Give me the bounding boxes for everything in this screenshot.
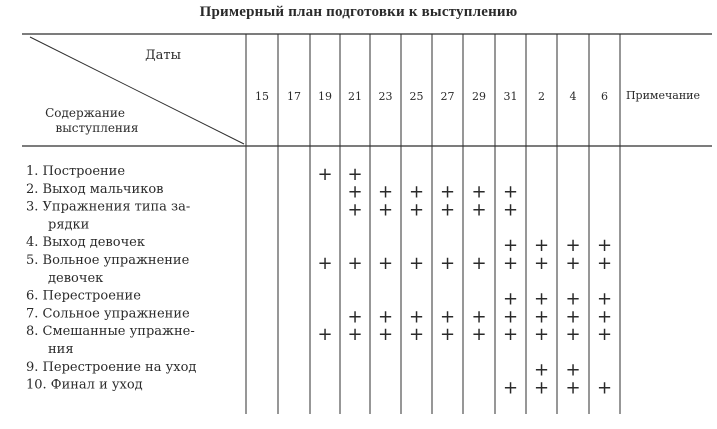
row-label: девочек: [48, 270, 104, 286]
date-label: 23: [378, 90, 393, 103]
plan-mark: +: [471, 324, 487, 346]
plan-mark: +: [502, 252, 519, 274]
plan-mark: +: [533, 288, 550, 310]
plan-mark: +: [377, 306, 394, 328]
row-label: 2. Выход мальчиков: [26, 181, 164, 197]
plan-mark: +: [471, 252, 487, 274]
plan-mark: +: [533, 306, 550, 328]
row-label: 4. Выход девочек: [26, 235, 145, 251]
plan-mark: +: [377, 324, 394, 346]
row-label: 6. Перестроение: [26, 288, 141, 304]
plan-mark: +: [408, 181, 425, 203]
date-label: 6: [601, 90, 608, 103]
plan-mark: +: [439, 252, 456, 274]
plan-mark: +: [408, 324, 425, 346]
table-body: [26, 164, 612, 399]
plan-mark: +: [502, 377, 519, 399]
plan-mark: +: [565, 252, 581, 274]
plan-mark: +: [317, 324, 333, 346]
plan-mark: +: [347, 306, 363, 328]
row-label: 1. Построение: [26, 164, 126, 179]
plan-mark: +: [347, 163, 363, 185]
plan-mark: +: [317, 163, 333, 185]
plan-mark: +: [408, 199, 425, 221]
plan-mark: +: [347, 199, 363, 221]
date-label: 17: [287, 90, 301, 103]
date-label: 15: [255, 90, 269, 103]
plan-mark: +: [596, 288, 613, 310]
date-label: 2: [538, 90, 545, 103]
plan-mark: +: [471, 306, 487, 328]
row-label: 7. Сольное упражнение: [26, 306, 190, 322]
plan-mark: +: [408, 306, 425, 328]
plan-mark: +: [596, 377, 613, 399]
row-label: 10. Финал и уход: [26, 377, 143, 393]
table-grid: [22, 34, 712, 414]
page-title: Примерный план подготовки к выступлению: [199, 4, 518, 20]
date-label: 21: [348, 90, 362, 103]
plan-mark: +: [596, 235, 613, 257]
date-label: 29: [472, 90, 486, 103]
row-label: 3. Упражнения типа за-: [26, 199, 191, 215]
plan-mark: +: [565, 288, 581, 310]
plan-mark: +: [533, 235, 550, 257]
row-label: 9. Перестроение на уход: [26, 359, 197, 375]
table-row: [26, 324, 612, 357]
plan-mark: +: [347, 324, 363, 346]
plan-mark: +: [596, 306, 613, 328]
plan-mark: +: [502, 199, 519, 221]
plan-mark: +: [347, 252, 363, 274]
plan-mark: +: [565, 306, 581, 328]
plan-mark: +: [533, 324, 550, 346]
plan-mark: +: [502, 306, 519, 328]
date-label: 27: [440, 90, 455, 103]
row-label: 5. Вольное упражнение: [26, 253, 190, 268]
date-label: 25: [409, 90, 424, 103]
date-label: 19: [318, 90, 332, 103]
row-label: ния: [48, 342, 74, 357]
plan-mark: +: [439, 199, 456, 221]
table-row: [26, 378, 612, 399]
plan-mark: +: [565, 324, 581, 346]
content-header-label-line1: Содержание: [45, 106, 125, 120]
plan-mark: +: [377, 199, 394, 221]
plan-mark: +: [565, 235, 581, 257]
date-label: 31: [503, 90, 518, 103]
plan-mark: +: [471, 181, 487, 203]
plan-mark: +: [502, 324, 519, 346]
plan-mark: +: [439, 181, 456, 203]
plan-mark: +: [502, 288, 519, 310]
plan-mark: +: [439, 306, 456, 328]
plan-mark: +: [533, 377, 550, 399]
plan-mark: +: [471, 199, 487, 221]
dates-header-label: Даты: [145, 48, 181, 63]
plan-mark: +: [347, 181, 363, 203]
content-header-label-line2: выступления: [55, 121, 139, 135]
plan-mark: +: [565, 377, 581, 399]
plan-mark: +: [408, 252, 425, 274]
plan-mark: +: [533, 359, 550, 381]
plan-mark: +: [596, 252, 613, 274]
plan-mark: +: [439, 324, 456, 346]
plan-mark: +: [377, 252, 394, 274]
plan-mark: +: [596, 324, 613, 346]
plan-mark: +: [565, 359, 581, 381]
plan-mark: +: [317, 252, 333, 274]
plan-mark: +: [502, 235, 519, 257]
row-label: 8. Смешанные упражне-: [26, 324, 195, 340]
table-row: [26, 200, 518, 233]
date-label: 4: [569, 90, 577, 103]
note-header-label: Примечание: [625, 89, 701, 102]
plan-mark: +: [502, 181, 519, 203]
table-row: [26, 253, 612, 286]
plan-mark: +: [533, 252, 550, 274]
plan-mark: +: [377, 181, 394, 203]
row-label: рядки: [48, 217, 90, 233]
